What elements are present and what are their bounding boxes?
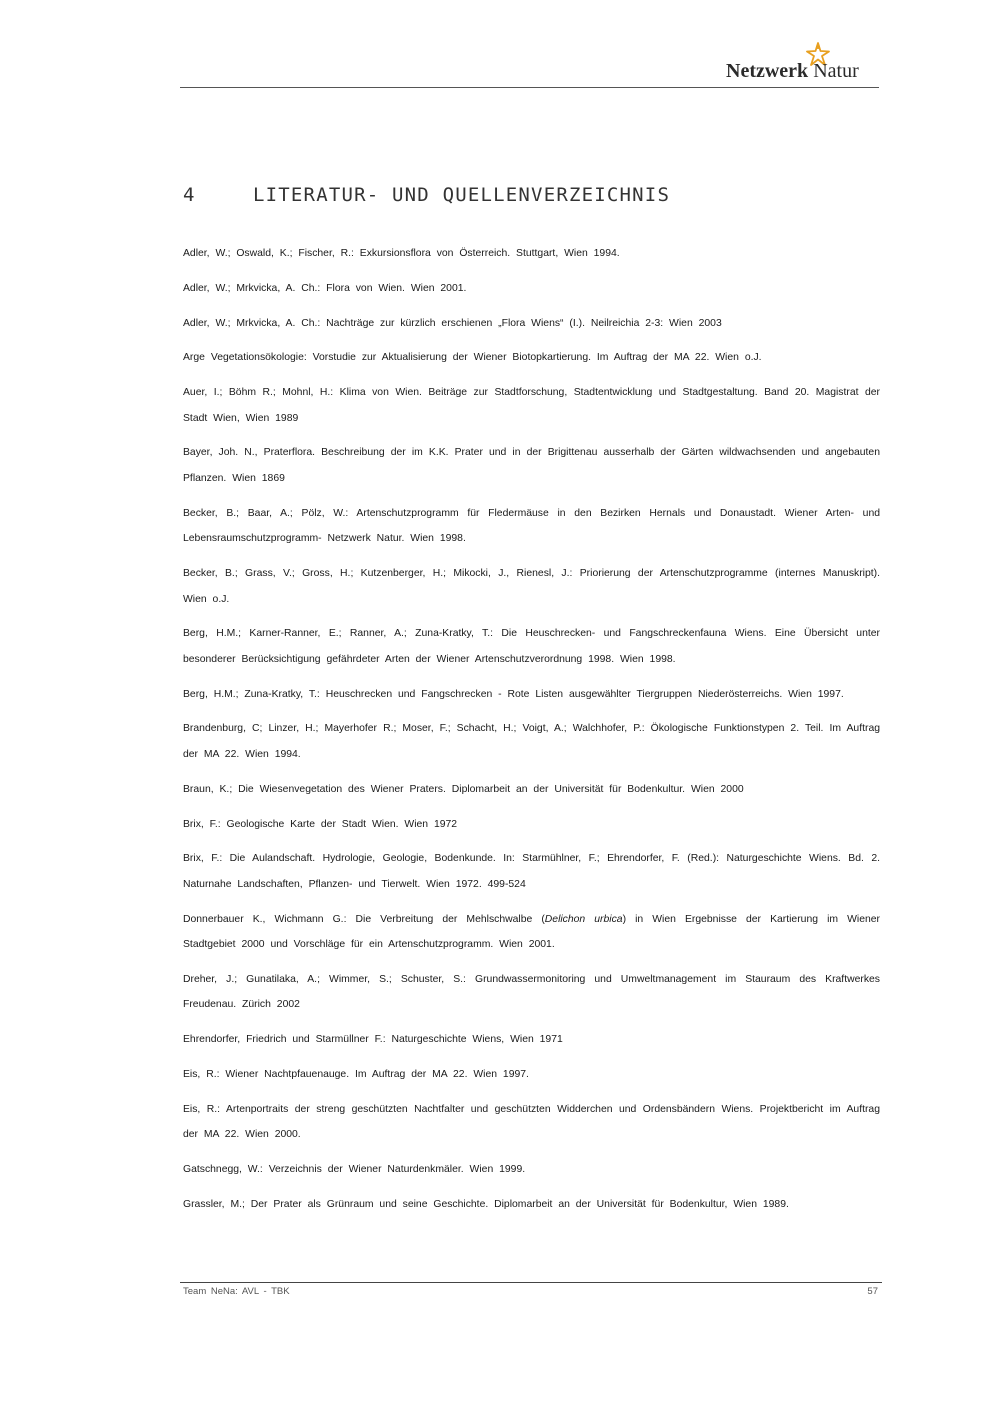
reference-item: Eis, R.: Wiener Nachtpfauenauge. Im Auftrag der MA 22. Wien 1997. xyxy=(183,1069,529,1081)
page-number: 57 xyxy=(867,1286,878,1297)
logo-word-natur: Natur xyxy=(813,60,859,82)
section-heading xyxy=(183,184,670,206)
reference-item: Becker, B.; Grass, V.; Gross, H.; Kutzenberger, H.; Mikocki, J., Rienesl, J.: Priorierung der Artenschutzprogramme (internes Manuskript). Wien o.J. xyxy=(183,568,880,605)
header-divider xyxy=(180,87,879,88)
reference-item: Berg, H.M.; Karner-Ranner, E.; Ranner, A.; Zuna-Kratky, T.: Die Heuschrecken- und Fangschreckenfauna Wiens. Eine Übersicht unter besonderer Berücksichtigung gefährdeter Arten der Wiener Artenschutzverordnung 1998. Wien 1998. xyxy=(183,628,880,665)
reference-item: Eis, R.: Artenportraits der streng geschützten Nachtfalter und geschützten Widderchen und Ordensbändern Wiens. Projektbericht im Auftrag der MA 22. Wien 2000. xyxy=(183,1103,880,1141)
section-title: LITERATUR- UND QUELLENVERZEICHNIS xyxy=(253,184,671,206)
reference-item: Brandenburg, C; Linzer, H.; Mayerhofer R.; Moser, F.; Schacht, H.; Voigt, A.; Walchhofer, P.: Ökologische Funktionstypen 2. Teil. Im Auftrag der MA 22. Wien 1994. xyxy=(183,723,880,760)
section-number: 4 xyxy=(183,184,196,206)
reference-item: Becker, B.; Baar, A.; Pölz, W.: Artenschutzprogramm für Fledermäuse in den Bezirken Hernals und Donaustadt. Wiener Arten- und Lebensraumschutzprogramm- Netzwerk Natur. Wien 1998. xyxy=(183,507,880,545)
reference-item: Adler, W.; Mrkvicka, A. Ch.: Nachträge zur kürzlich erschienen „Flora Wiens“ (I.). Neilreichia 2-3: Wien 2003 xyxy=(183,317,722,329)
reference-list xyxy=(183,241,880,1227)
reference-item: Dreher, J.; Gunatilaka, A.; Wimmer, S.; Schuster, S.: Grundwassermonitoring und Umweltmanagement im Stauraum des Kraftwerkes Freudenau. Zürich 2002 xyxy=(183,973,880,1011)
reference-item: Arge Vegetationsökologie: Vorstudie zur Aktualisierung der Wiener Biotopkartierung. Im Auftrag der MA 22. Wien o.J. xyxy=(183,352,762,364)
logo-wordmark xyxy=(726,60,859,83)
reference-item: Berg, H.M.; Zuna-Kratky, T.: Heuschrecken und Fangschrecken - Rote Listen ausgewählter Tiergruppen Niederösterreichs. Wien 1997. xyxy=(183,688,844,700)
footer-divider xyxy=(180,1282,882,1283)
reference-item: Braun, K.; Die Wiesenvegetation des Wiener Praters. Diplomarbeit an der Universität für Bodenkultur. Wien 2000 xyxy=(183,783,744,795)
reference-item: Donnerbauer K., Wichmann G.: Die Verbreitung der Mehlschwalbe (Delichon urbica) in Wien Ergebnisse der Kartierung im Wiener Stadtgebiet 2000 und Vorschläge für ein Artenschutzprogramm. Wien 2001. xyxy=(183,913,880,951)
reference-item: Grassler, M.; Der Prater als Grünraum und seine Geschichte. Diplomarbeit an der Universität für Bodenkultur, Wien 1989. xyxy=(183,1198,789,1210)
footer-team: Team NeNa: AVL - TBK xyxy=(183,1286,290,1297)
reference-item: Adler, W.; Mrkvicka, A. Ch.: Flora von Wien. Wien 2001. xyxy=(183,282,467,294)
reference-item: Gatschnegg, W.: Verzeichnis der Wiener Naturdenkmäler. Wien 1999. xyxy=(183,1164,526,1176)
reference-item: Ehrendorfer, Friedrich und Starmüllner F.: Naturgeschichte Wiens, Wien 1971 xyxy=(183,1034,563,1046)
reference-item: Auer, I.; Böhm R.; Mohnl, H.: Klima von Wien. Beiträge zur Stadtforschung, Stadtentwicklung und Stadtgestaltung. Band 20. Magistrat der Stadt Wien, Wien 1989 xyxy=(183,387,880,424)
logo-word-netzwerk: Netzwerk xyxy=(726,60,809,82)
reference-item: Brix, F.: Geologische Karte der Stadt Wien. Wien 1972 xyxy=(183,818,458,830)
reference-item: Bayer, Joh. N., Praterflora. Beschreibung der im K.K. Prater und in der Brigittenau ausserhalb der Gärten wildwachsenden und angebauten Pflanzen. Wien 1869 xyxy=(183,447,880,484)
reference-item: Adler, W.; Oswald, K.; Fischer, R.: Exkursionsflora von Österreich. Stuttgart, Wien 1994. xyxy=(183,248,620,259)
reference-item: Brix, F.: Die Aulandschaft. Hydrologie, Geologie, Bodenkunde. In: Starmühlner, F.; Ehrendorfer, F. (Red.): Naturgeschichte Wiens. Bd. 2. Naturnahe Landschaften, Pflanzen- und Tierwelt. Wien 1972. 499-524 xyxy=(183,853,880,890)
netzwerk-natur-logo xyxy=(726,42,876,86)
